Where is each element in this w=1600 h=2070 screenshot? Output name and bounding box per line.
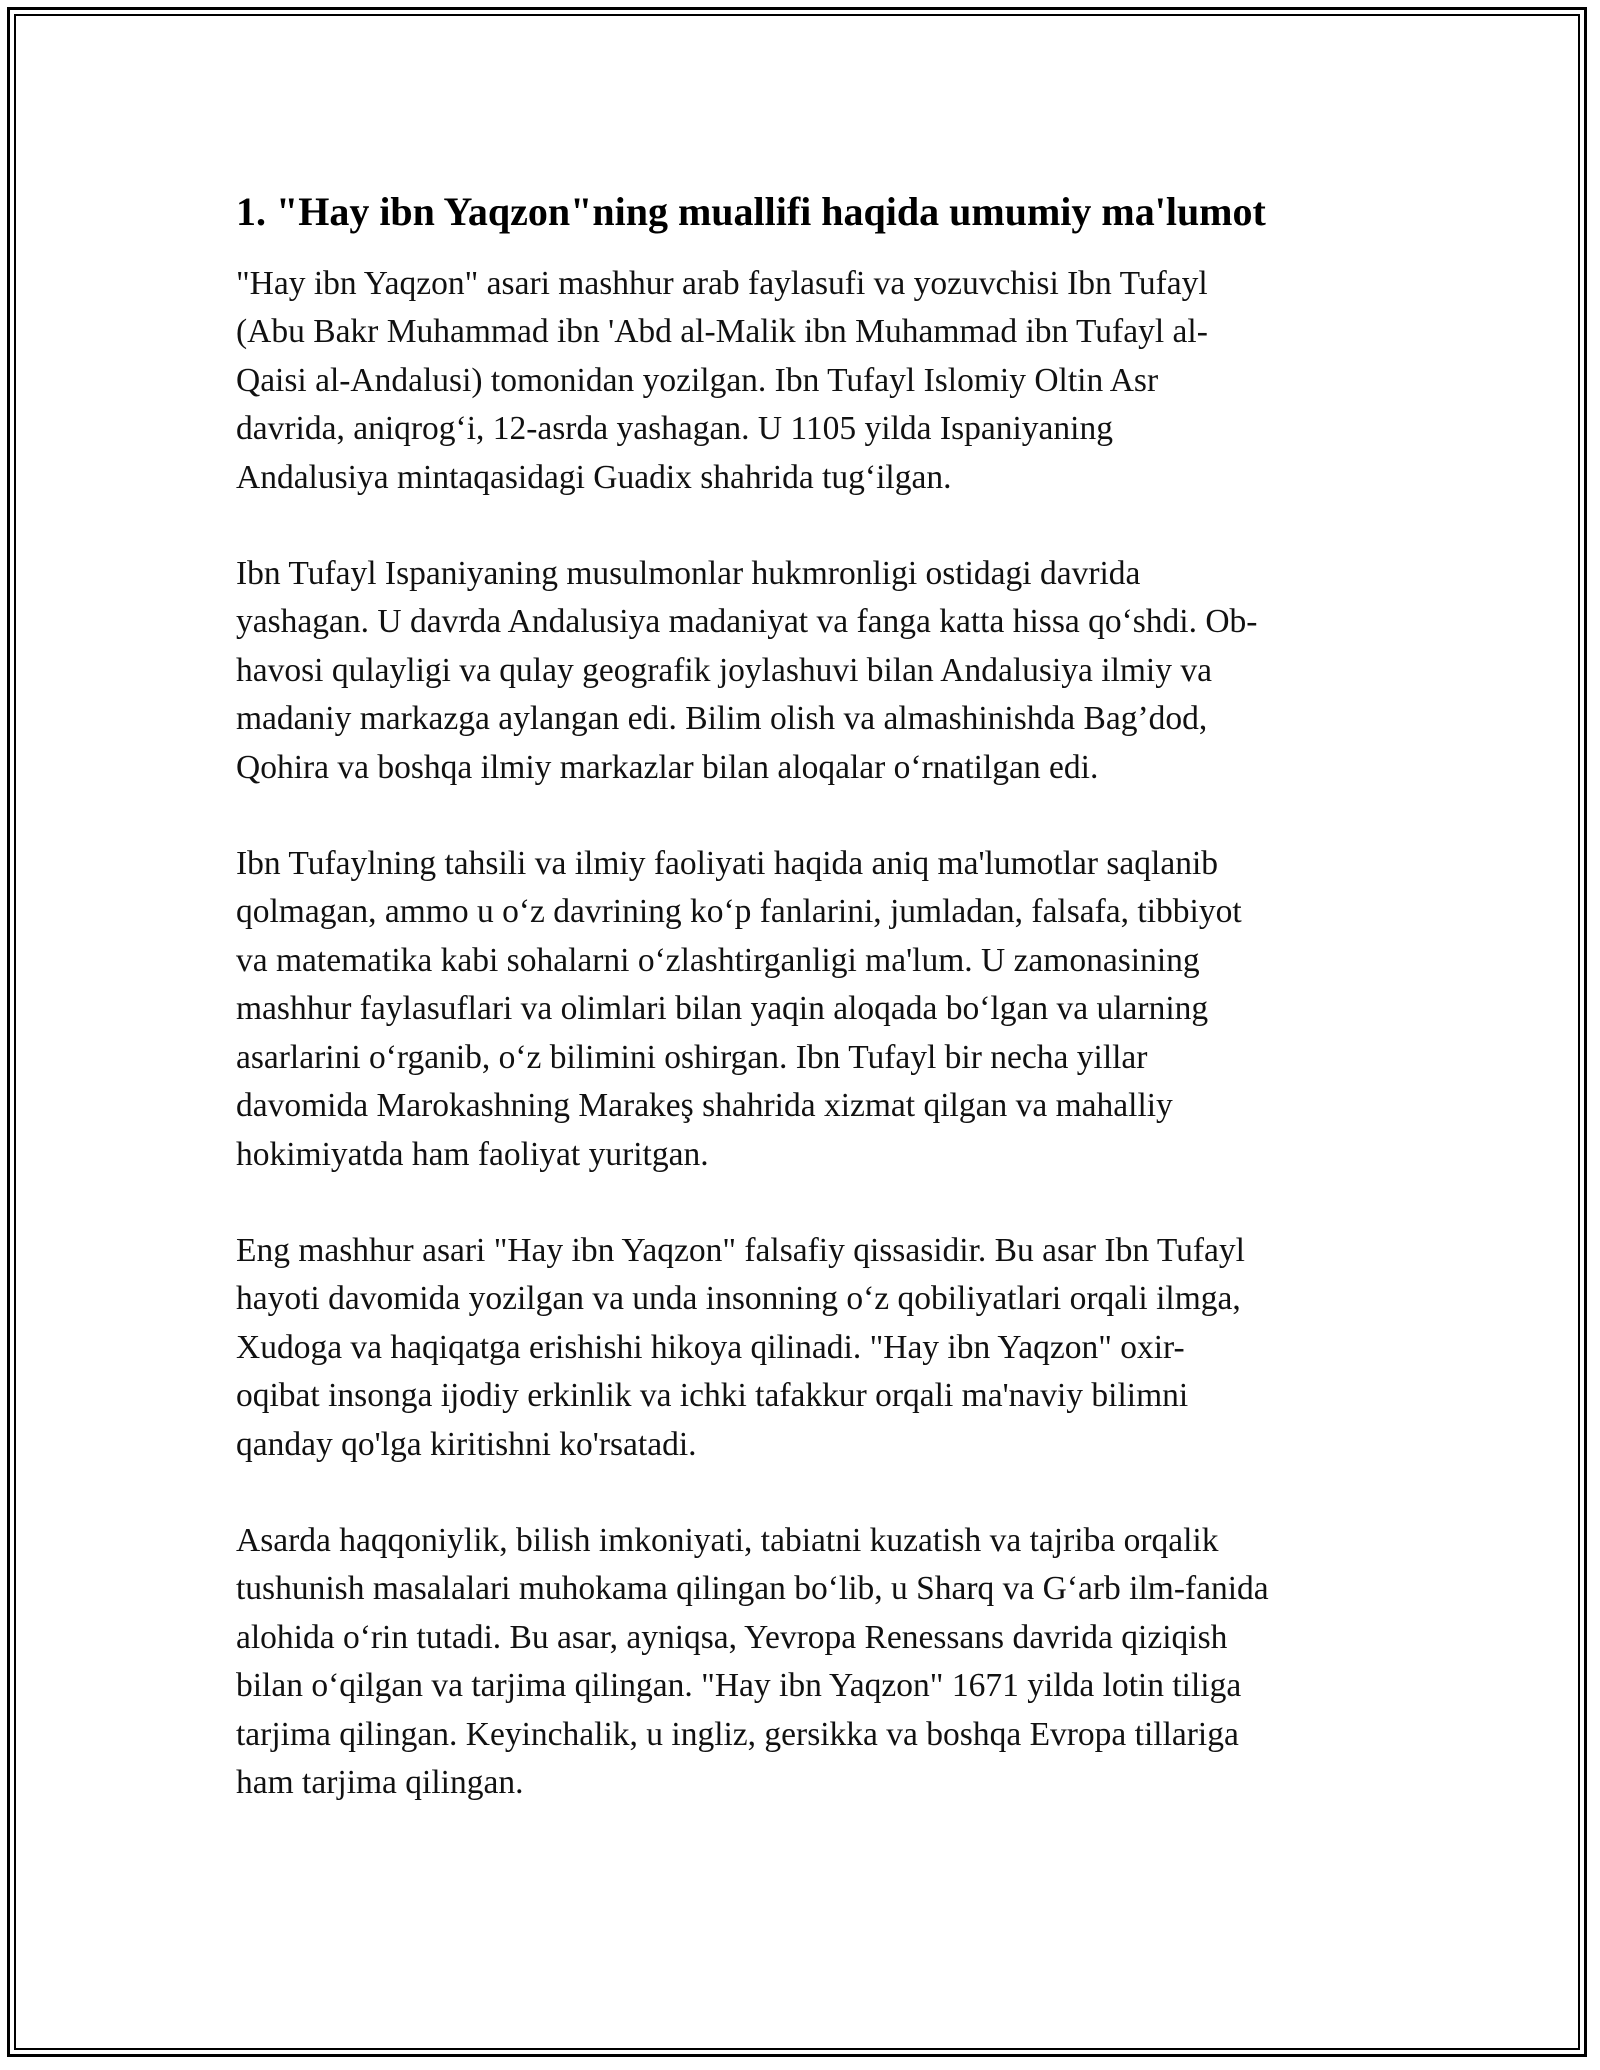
paragraph-andalusia: Ibn Tufayl Ispaniyaning musulmonlar hukmronligi ostidagi davrida yashagan. U davrda Andalusiya madaniyat va fanga katta hissa qo‘shdi. Ob- havosi qulayligi va qulay geografik joylashuvi bilan Andalusiya ilmiy va madaniy markazga aylangan edi. Bilim olish va almashinishda Bag’dod, Qohira va boshqa ilmiy markazlar bilan aloqalar o‘rnatilgan edi. [236,555,1258,786]
paragraph-famous-work: Eng mashhur asari "Hay ibn Yaqzon" falsafiy qissasidir. Bu asar Ibn Tufayl hayoti davomida yozilgan va unda insonning o‘z qobiliyatlari orqali ilmga, Xudoga va haqiqatga erishishi hikoya qilinadi. "Hay ibn Yaqzon" oxir- oqibat insonga ijodiy erkinlik va ichki tafakkur orqali ma'naviy bilimni qanday qo'lga kiritishni ko'rsatadi. [236,1231,1245,1463]
section-heading: 1. "Hay ibn Yaqzon"ning muallifi haqida umumiy ma'lumot [236,189,1266,234]
document-body [236,186,1376,1855]
paragraph-translations: Asarda haqqoniylik, bilish imkoniyati, tabiatni kuzatish va tajriba orqalik tushunish masalalari muhokama qilingan bo‘lib, u Sharq va G‘arb ilm-fanida alohida o‘rin tutadi. Bu asar, ayniqsa, Yevropa Renessans davrida qiziqish bilan o‘qilgan va tarjima qilingan. "Hay ibn Yaqzon" 1671 yilda lotin tiliga tarjima qilingan. Keyinchalik, u ingliz, gersikka va boshqa Evropa tillariga ham tarjima qilingan. [236,1521,1269,1801]
paragraph-author-intro: "Hay ibn Yaqzon" asari mashhur arab faylasufi va yozuvchisi Ibn Tufayl (Abu Bakr Muhammad ibn 'Abd al-Malik ibn Muhammad ibn Tufayl al- Qaisi al-Andalusi) tomonidan yozilgan. Ibn Tufayl Islomiy Oltin Asr davrida, aniqrog‘i, 12-asrda yashagan. U 1105 yilda Ispaniyaning Andalusiya mintaqasidagi Guadix shahrida tug‘ilgan. [236,265,1208,496]
paragraph-education: Ibn Tufaylning tahsili va ilmiy faoliyati haqida aniq ma'lumotlar saqlanib qolmagan, ammo u o‘z davrining ko‘p fanlarini, jumladan, falsafa, tibbiyot va matematika kabi sohalarni o‘zlashtirganligi ma'lum. U zamonasining mashhur faylasuflari va olimlari bilan yaqin aloqada bo‘lgan va ularning asarlarini o‘rganib, o‘z bilimini oshirgan. Ibn Tufayl bir necha yillar davomida Marokashning Marakeş shahrida xizmat qilgan va mahalliy hokimiyatda ham faoliyat yuritgan. [236,845,1242,1173]
